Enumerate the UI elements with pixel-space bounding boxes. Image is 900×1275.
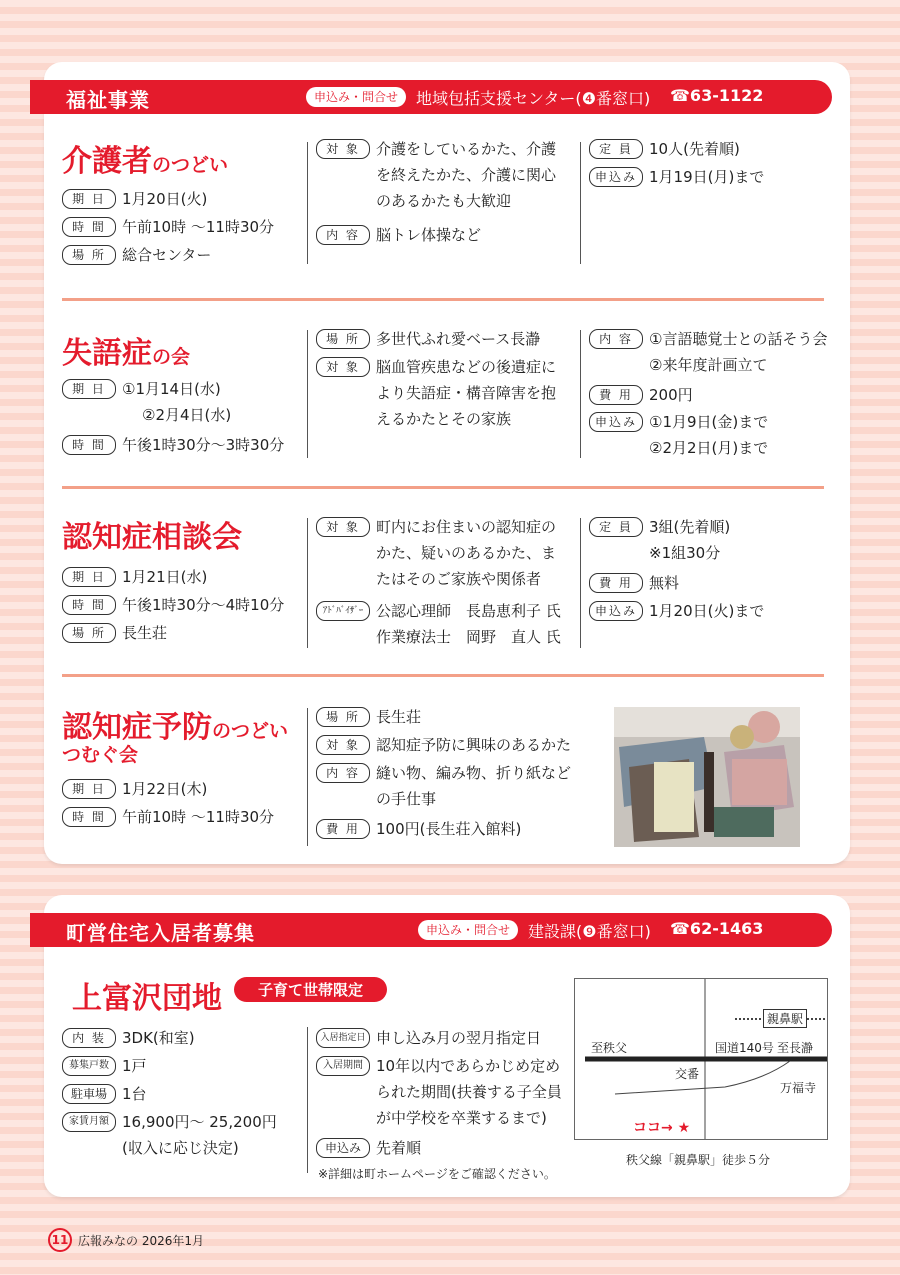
housing-phone: ☎62-1463 (670, 919, 764, 938)
publication-name: 広報みなの 2026年1月 (78, 1233, 204, 1248)
aphasia-place: 場 所 多世代ふれ愛ベース長瀞 (316, 326, 540, 352)
housing-header (30, 913, 832, 947)
apply-contact-tag: 申込み・問合せ (418, 920, 518, 940)
consult-time: 時 間 午後1時30分～4時10分 (62, 592, 284, 618)
welfare-header (30, 80, 832, 114)
aphasia-fee: 費 用 200円 (589, 382, 693, 408)
map-to-nagatoro: 至長瀞 (777, 1041, 814, 1055)
prevention-subtitle: つむぐ会 (62, 744, 139, 766)
consult-fee: 費 用 無料 (589, 570, 679, 596)
column-divider (307, 518, 308, 648)
caregiver-place: 場 所 総合センター (62, 242, 211, 268)
section-divider (62, 298, 824, 301)
column-divider (307, 708, 308, 846)
handicraft-photo (614, 707, 800, 847)
prevention-content: 内 容 縫い物、編み物、折り紙など の手仕事 (316, 760, 571, 812)
family-only-badge: 子育て世帯限定 (234, 977, 387, 1002)
column-divider (307, 1027, 308, 1173)
page-footer (48, 1228, 204, 1252)
aphasia-content: 内 容 ①言語聴覚士との話そう会 ②来年度計画立て (589, 326, 827, 378)
column-divider (307, 330, 308, 458)
aphasia-time: 時 間 午後1時30分～3時30分 (62, 432, 284, 458)
housing-movein: 入居指定日 申し込み月の翌月指定日 (316, 1025, 541, 1051)
apply-contact-tag: 申込み・問合せ (306, 87, 406, 107)
map-route: 国道140号 (715, 1041, 774, 1055)
housing-card (44, 895, 850, 1197)
map-caption: 秩父線「親鼻駅」徒歩５分 (626, 1153, 771, 1167)
complex-name: 上富沢団地 (72, 981, 222, 1016)
welfare-card (44, 62, 850, 864)
welfare-phone: ☎63-1122 (670, 86, 764, 105)
housing-period: 入居期間 10年以内であらかじめ定め られた期間(扶養する子全員 が中学校を卒業するまで) (316, 1053, 562, 1131)
column-divider (580, 142, 581, 264)
consult-apply: 申込み 1月20日(火)まで (589, 598, 764, 624)
housing-rent: 家賃月額 16,900円～ 25,200円 (収入に応じ決定) (62, 1109, 277, 1161)
section-divider (62, 674, 824, 677)
aphasia-title: 失語症の会 (62, 336, 191, 371)
housing-title: 町営住宅入居者募集 (66, 921, 255, 945)
map-police: 交番 (675, 1067, 700, 1081)
consult-title: 認知症相談会 (62, 520, 242, 555)
welfare-title: 福祉事業 (66, 88, 150, 112)
housing-contact: 建設課(❾番窓口) (528, 922, 651, 941)
aphasia-dates: 期 日 ①1月14日(水) ②2月4日(水) (62, 376, 231, 428)
location-map (574, 978, 828, 1140)
details-note: ※詳細は町ホームページをご確認ください。 (318, 1167, 556, 1181)
consult-adviser: ｱﾄﾞﾊﾞｲｻﾞｰ 公認心理師 長島恵利子 氏 作業療法士 岡野 直人 氏 (316, 598, 561, 650)
page-number: 11 (48, 1228, 72, 1252)
column-divider (580, 518, 581, 648)
station-label: 親鼻駅 (763, 1009, 807, 1028)
map-temple: 万福寺 (780, 1081, 817, 1095)
prevention-date: 期 日 1月22日(木) (62, 776, 207, 802)
caregiver-content: 内 容 脳トレ体操など (316, 222, 481, 248)
aphasia-target: 対 象 脳血管疾患などの後遺症に より失語症・構音障害を抱 えるかたとその家族 (316, 354, 556, 432)
column-divider (580, 330, 581, 458)
consult-target: 対 象 町内にお住まいの認知症の かた、疑いのあるかた、ま たはそのご家族や関係者 (316, 514, 556, 592)
map-to-chichibu: 至秩父 (591, 1041, 628, 1055)
welfare-contact: 地域包括支援センター(❹番窓口) (416, 89, 651, 108)
aphasia-apply: 申込み ①1月9日(金)まで ②2月2日(月)まで (589, 409, 768, 461)
housing-layout: 内 装 3DK(和室) (62, 1025, 195, 1051)
housing-apply: 申込み 先着順 (316, 1135, 421, 1161)
consult-date: 期 日 1月21日(水) (62, 564, 207, 590)
consult-place: 場 所 長生荘 (62, 620, 167, 646)
caregiver-time: 時 間 午前10時 ～11時30分 (62, 214, 274, 240)
caregiver-title: 介護者のつどい (62, 144, 229, 179)
prevention-place: 場 所 長生荘 (316, 704, 421, 730)
prevention-time: 時 間 午前10時 ～11時30分 (62, 804, 274, 830)
housing-parking: 駐車場 1台 (62, 1081, 147, 1107)
section-divider (62, 486, 824, 489)
caregiver-capacity: 定 員 10人(先着順) (589, 136, 740, 162)
map-here-marker: ココ→ ★ (633, 1120, 691, 1136)
caregiver-apply: 申込み 1月19日(月)まで (589, 164, 764, 190)
prevention-title: 認知症予防のつどい (62, 710, 289, 745)
consult-capacity: 定 員 3組(先着順) ※1組30分 (589, 514, 730, 566)
prevention-fee: 費 用 100円(長生荘入館料) (316, 816, 521, 842)
column-divider (307, 142, 308, 264)
caregiver-target: 対 象 介護をしているかた、介護 を終えたかた、介護に関心 のあるかたも大歓迎 (316, 136, 556, 214)
housing-units: 募集戸数 1戸 (62, 1053, 147, 1079)
caregiver-date: 期 日 1月20日(火) (62, 186, 207, 212)
prevention-target: 対 象 認知症予防に興味のあるかた (316, 732, 571, 758)
